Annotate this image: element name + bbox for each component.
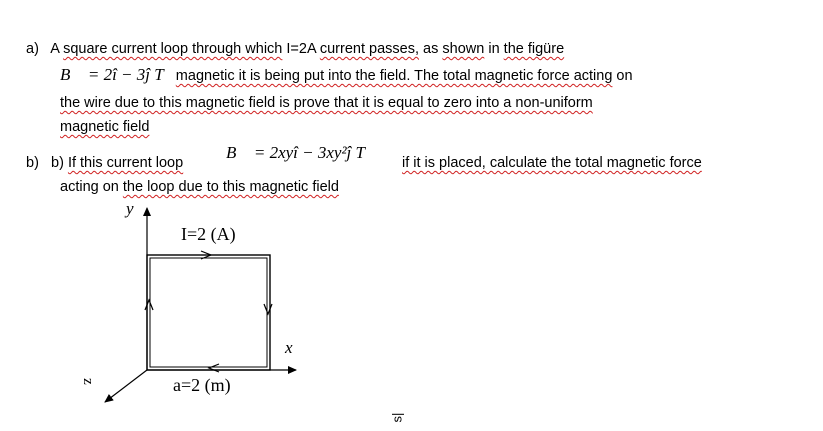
axis-x-label: x (285, 338, 293, 357)
part-a-text: on (616, 68, 633, 84)
part-b-text: the loop due to this magnetic field (122, 179, 339, 195)
part-a-current: I=2A (286, 41, 316, 57)
part-a-text: A (50, 41, 60, 57)
field-equation-a: B⃗ = 2î − 3ĵ T (60, 65, 164, 84)
part-a-text: magnetic it is being put into the field. The total magnetic force acting (175, 68, 613, 84)
part-a-marker: a) (26, 41, 39, 57)
part-a-text: shown (442, 41, 485, 57)
part-a-text: magnetic field (60, 119, 150, 135)
current-arrow-left (145, 300, 153, 310)
current-loop (147, 255, 270, 370)
current-arrow-right (264, 304, 272, 314)
part-b-text: if it is placed, calculate the total magnetic force (402, 155, 702, 171)
part-b-marker: b) (26, 155, 39, 171)
part-b-text: If this current loop (67, 155, 184, 171)
current-label: I=2 (A) (181, 224, 236, 244)
part-a-text: the figüre (503, 41, 565, 57)
part-a-text: the wire due to this magnetic field is prove that it is equal to zero into a non-uniform (60, 95, 593, 111)
part-b-inner-marker: b) (51, 155, 64, 171)
stray-cursor-mark: s| (389, 412, 405, 423)
axis-z-label: z (79, 378, 96, 385)
part-a-text: as (423, 41, 439, 57)
z-axis (105, 370, 147, 402)
side-length-label: a=2 (m) (173, 375, 231, 395)
part-a-text: square current loop through which (63, 41, 283, 57)
current-loop-inner (150, 258, 267, 367)
field-equation-b: B⃗ = 2xyî − 3xy²ĵ T (226, 143, 365, 162)
current-arrow-bottom (209, 364, 219, 372)
part-b-text: acting on (60, 179, 119, 195)
part-a-text: current passes, (319, 41, 419, 57)
part-a-text: in (488, 41, 500, 57)
axis-y-label: y (126, 199, 134, 218)
